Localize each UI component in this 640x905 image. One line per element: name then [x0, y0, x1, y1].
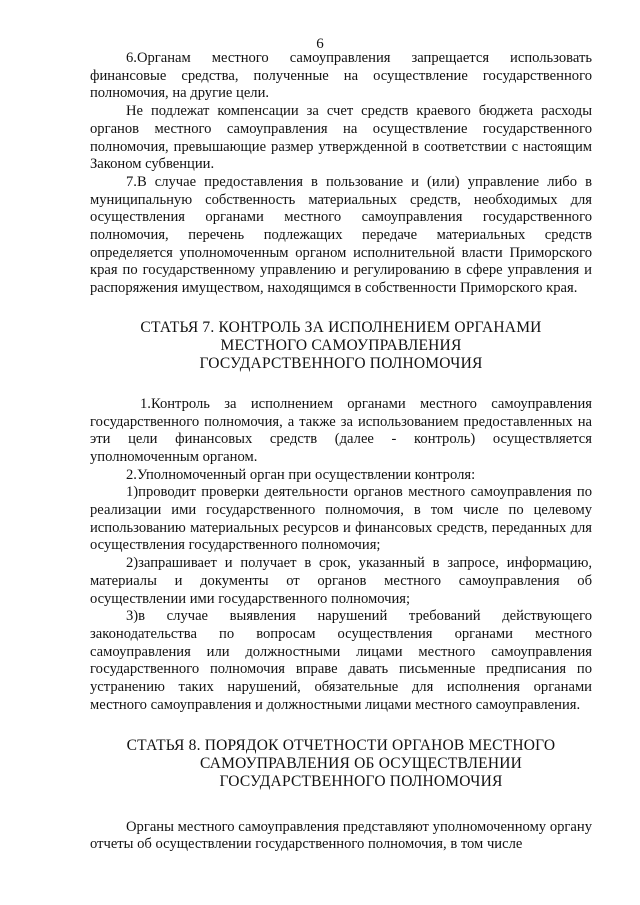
paragraph: 2)запрашивает и получает в срок, указанный в запросе, информацию, материалы и документы от органов местного самоуправления об осуществлении ими государственного полномочия;	[90, 555, 592, 607]
article-8-heading	[90, 737, 592, 791]
paragraph: 6.Органам местного самоуправления запрещается использовать финансовые средства, полученные на осуществление государственного полномочия, на другие цели.	[90, 50, 592, 102]
article-7-heading	[90, 319, 592, 373]
paragraph: 3)в случае выявления нарушений требований действующего законодательства по вопросам осуществления органами местного самоуправления или должностными лицами местного самоуправления государственного полномочия вправе давать письменные предписания по устранению таких нарушений, обязательные для исполнения органами местного самоуправления и должностными лицами местного самоуправления.	[90, 608, 592, 713]
paragraph: Органы местного самоуправления представляют уполномоченному органу отчеты об осуществлении государственного полномочия, в том числе	[90, 818, 592, 853]
heading-line: МЕСТНОГО САМОУПРАВЛЕНИЯ	[220, 336, 462, 354]
paragraph: 2.Уполномоченный орган при осуществлении контроля:	[126, 466, 476, 483]
paragraph: 7.В случае предоставления в пользование и (или) управление либо в муниципальную собственность материальных средств, необходимых для осуществления органами местного самоуправления государственного полномочия, перечень подлежащих передаче материальных средств определяется уполномоченным органом исполнительной власти Приморского края по государственному управлению и регулированию в сфере управления и распоряжения имуществом, находящимся в собственности Приморского края.	[90, 173, 592, 297]
heading-line: ГОСУДАРСТВЕННОГО ПОЛНОМОЧИЯ	[219, 772, 503, 790]
heading-line: СТАТЬЯ 8. ПОРЯДОК ОТЧЕТНОСТИ ОРГАНОВ МЕСТНОГО	[126, 736, 556, 754]
heading-line: САМОУПРАВЛЕНИЯ ОБ ОСУЩЕСТВЛЕНИИ	[199, 754, 523, 772]
paragraph: Не подлежат компенсации за счет средств краевого бюджета расходы органов местного самоуправления на осуществление государственного полномочия, превышающие размер утвержденной в соответствии с настоящим Законом субвенции.	[90, 103, 592, 173]
page-number: 6	[316, 36, 324, 52]
heading-line: ГОСУДАРСТВЕННОГО ПОЛНОМОЧИЯ	[199, 354, 483, 372]
document-body	[90, 50, 592, 854]
paragraph: 1.Контроль за исполнением органами местного самоуправления государственного полномочия, а также за использованием предоставленных на эти цели финансовых средств (далее - контроль) осуществляется уполномоченным органом.	[90, 395, 592, 465]
heading-line: СТАТЬЯ 7. КОНТРОЛЬ ЗА ИСПОЛНЕНИЕМ ОРГАНАМИ	[140, 318, 542, 336]
paragraph: 1)проводит проверки деятельности органов местного самоуправления по реализации ими государственного полномочия, в том числе по целевому использованию материальных ресурсов и финансовых средств, переданных для осуществления государственного полномочия;	[90, 484, 592, 554]
